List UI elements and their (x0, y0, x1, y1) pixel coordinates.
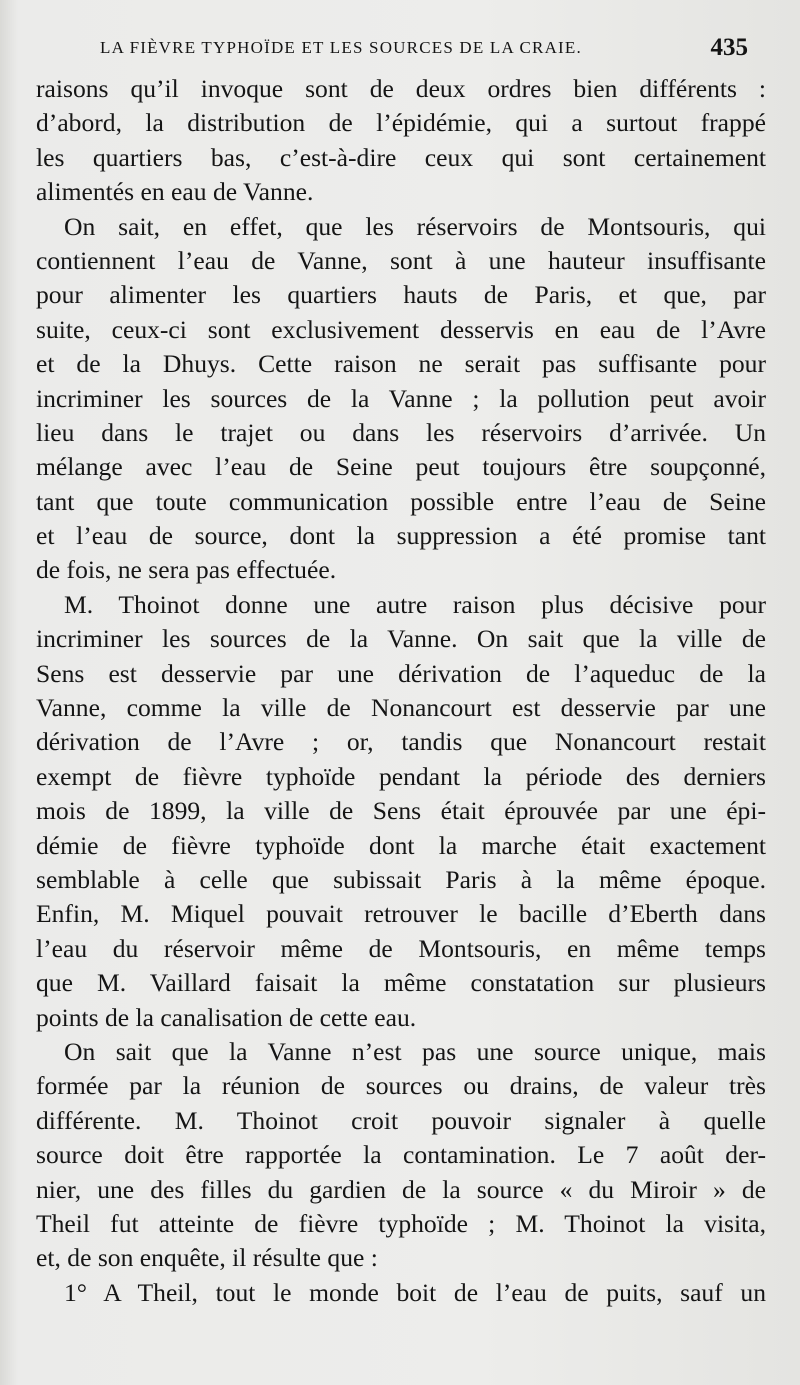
text-line: que M. Vaillard faisait la même constatation sur plusieurs (36, 968, 766, 998)
text-line: source doit être rapportée la contamination. Le 7 août der- (36, 1140, 766, 1170)
text-line: incriminer les sources de la Vanne ; la pollution peut avoir (36, 383, 766, 413)
text-line: incriminer les sources de la Vanne. On sait que la ville de (36, 624, 766, 654)
text-line: dérivation de l’Avre ; or, tandis que Nonancourt restait (36, 727, 766, 757)
text-line: lieu dans le trajet ou dans les réservoirs d’arrivée. Un (36, 417, 766, 447)
text-line: nier, une des filles du gardien de la source « du Miroir » de (36, 1174, 766, 1204)
text-line: On sait que la Vanne n’est pas une source unique, mais (64, 1036, 766, 1066)
text-line: Theil fut atteinte de fièvre typhoïde ; M. Thoinot la visita, (36, 1208, 766, 1238)
text-line: Vanne, comme la ville de Nonancourt est desservie par une (36, 693, 766, 723)
text-line: raisons qu’il invoque sont de deux ordres bien différents : (36, 74, 766, 103)
text-line: Sens est desservie par une dérivation de l’aqueduc de la (36, 658, 766, 688)
text-line: semblable à celle que subissait Paris à la même époque. (36, 864, 766, 894)
text-line: suite, ceux-ci sont exclusivement desservis en eau de l’Avre (36, 314, 766, 344)
text-line: les quartiers bas, c’est-à-dire ceux qui sont certainement (36, 142, 766, 172)
text-line: d’abord, la distribution de l’épidémie, qui a surtout frappé (36, 108, 766, 138)
text-line: On sait, en effet, que les réservoirs de Montsouris, qui (64, 211, 766, 241)
text-line: alimentés en eau de Vanne. (36, 177, 314, 207)
text-line: démie de fièvre typhoïde dont la marche était exactement (36, 830, 766, 860)
text-line: 1° A Theil, tout le monde boit de l’eau de puits, sauf un (64, 1277, 766, 1307)
text-line: contiennent l’eau de Vanne, sont à une hauteur insuffisante (36, 245, 766, 275)
page-number: 435 (710, 34, 748, 61)
text-line: mois de 1899, la ville de Sens était éprouvée par une épi- (36, 796, 766, 826)
text-line: mélange avec l’eau de Seine peut toujours être soupçonné, (36, 452, 766, 482)
text-line: M. Thoinot donne une autre raison plus décisive pour (64, 589, 766, 619)
text-line: et l’eau de source, dont la suppression a été promise tant (36, 521, 766, 551)
body-text (36, 72, 766, 1310)
page-header (100, 34, 760, 64)
text-line: et, de son enquête, il résulte que : (36, 1243, 378, 1273)
running-title: LA FIÈVRE TYPHOÏDE ET LES SOURCES DE LA CRAIE. (100, 38, 582, 57)
text-line: Enfin, M. Miquel pouvait retrouver le bacille d’Eberth dans (36, 899, 766, 929)
text-line: pour alimenter les quartiers hauts de Paris, et que, par (36, 280, 766, 310)
text-line: de fois, ne sera pas effectuée. (36, 555, 337, 585)
text-line: l’eau du réservoir même de Montsouris, en même temps (36, 933, 766, 963)
text-line: différente. M. Thoinot croit pouvoir signaler à quelle (36, 1105, 766, 1135)
text-line: exempt de fièvre typhoïde pendant la période des derniers (36, 761, 766, 791)
text-line: formée par la réunion de sources ou drains, de valeur très (36, 1071, 766, 1101)
text-line: points de la canalisation de cette eau. (36, 1002, 417, 1032)
text-line: tant que toute communication possible entre l’eau de Seine (36, 486, 766, 516)
text-line: et de la Dhuys. Cette raison ne serait pas suffisante pour (36, 349, 766, 379)
